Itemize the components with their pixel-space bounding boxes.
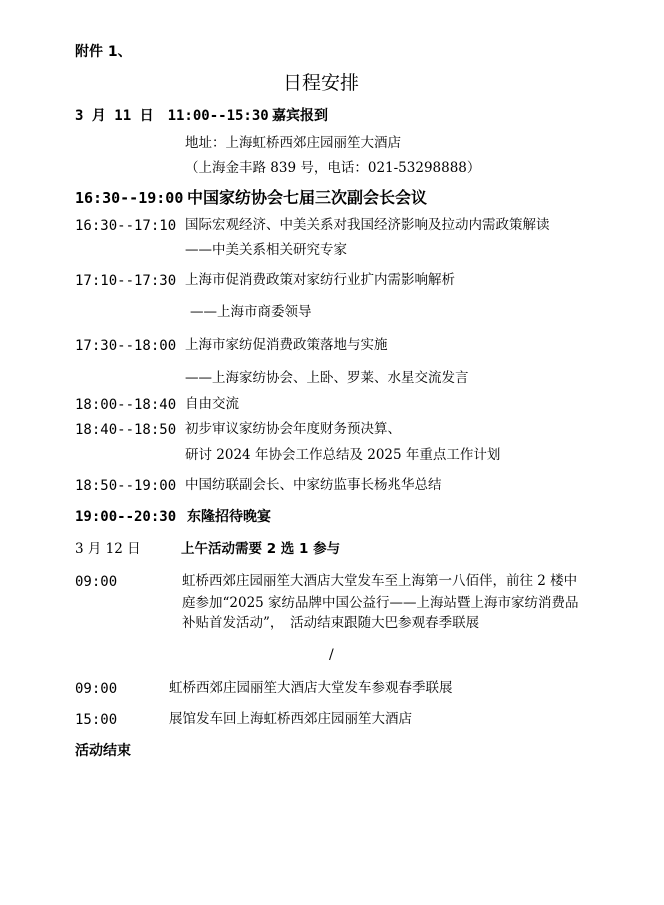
agenda-time: 18:00--18:40 bbox=[75, 397, 177, 413]
agenda-line1: 自由交流 bbox=[185, 396, 239, 412]
agenda-line2: ——上海家纺协会、上卧、罗莱、水星交流发言 bbox=[185, 370, 469, 386]
option1-time: 09:00 bbox=[75, 574, 118, 590]
day1-datetime: 3 月 11 日 11:00--15:30 bbox=[75, 108, 269, 124]
return-time: 15:00 bbox=[75, 712, 118, 728]
agenda-time: 18:40--18:50 bbox=[75, 422, 177, 438]
end-label: 活动结束 bbox=[75, 743, 131, 759]
day2-note: 上午活动需要 2 选 1 参与 bbox=[181, 541, 341, 557]
agenda-line1: 国际宏观经济、中美关系对我国经济影响及拉动内需政策解读 bbox=[185, 217, 550, 233]
agenda-line1: 上海市家纺促消费政策落地与实施 bbox=[185, 337, 388, 353]
agenda-time: 17:10--17:30 bbox=[75, 273, 177, 289]
option1-line1: 虹桥西郊庄园丽笙大酒店大堂发车至上海第一八佰伴，前往 2 楼中 bbox=[182, 573, 578, 589]
option1-line2: 庭参加“2025 家纺品牌中国公益行——上海站暨上海市家纺消费品 bbox=[182, 595, 579, 611]
agenda-line1: 上海市促消费政策对家纺行业扩内需影响解析 bbox=[185, 272, 455, 288]
agenda-line2: ——中美关系相关研究专家 bbox=[185, 242, 347, 258]
day1-heading: 嘉宾报到 bbox=[272, 108, 328, 124]
agenda-time: 16:30--17:10 bbox=[75, 218, 177, 234]
return-line1: 展馆发车回上海虹桥西郊庄园丽笙大酒店 bbox=[169, 711, 412, 727]
day1-address: 地址：上海虹桥西郊庄园丽笙大酒店 bbox=[185, 135, 401, 151]
dinner-time: 19:00--20:30 bbox=[75, 509, 177, 525]
meeting-title: 中国家纺协会七届三次副会长会议 bbox=[187, 188, 428, 207]
agenda-line1: 初步审议家纺协会年度财务预决算、 bbox=[185, 421, 401, 437]
option2-line1: 虹桥西郊庄园丽笙大酒店大堂发车参观春季联展 bbox=[169, 680, 453, 696]
agenda-line2: 研讨 2024 年协会工作总结及 2025 年重点工作计划 bbox=[185, 447, 501, 463]
agenda-time: 17:30--18:00 bbox=[75, 338, 177, 354]
dinner-title: 东隆招待晚宴 bbox=[187, 509, 271, 525]
agenda-line1: 中国纺联副会长、中家纺监事长杨兆华总结 bbox=[185, 477, 442, 493]
attachment-label: 附件 1、 bbox=[75, 44, 132, 60]
day2-date: 3 月 12 日 bbox=[75, 541, 141, 557]
agenda-line2: ——上海市商委领导 bbox=[190, 304, 312, 320]
option1-line3: 补贴首发活动”， 活动结束跟随大巴参观春季联展 bbox=[182, 615, 480, 631]
page-title: 日程安排 bbox=[283, 72, 360, 94]
agenda-time: 18:50--19:00 bbox=[75, 478, 177, 494]
meeting-time: 16:30--19:00 bbox=[75, 189, 184, 207]
option2-time: 09:00 bbox=[75, 681, 118, 697]
options-separator: / bbox=[329, 647, 334, 663]
day1-address-detail: （上海金丰路 839 号，电话：021-53298888） bbox=[185, 160, 481, 176]
